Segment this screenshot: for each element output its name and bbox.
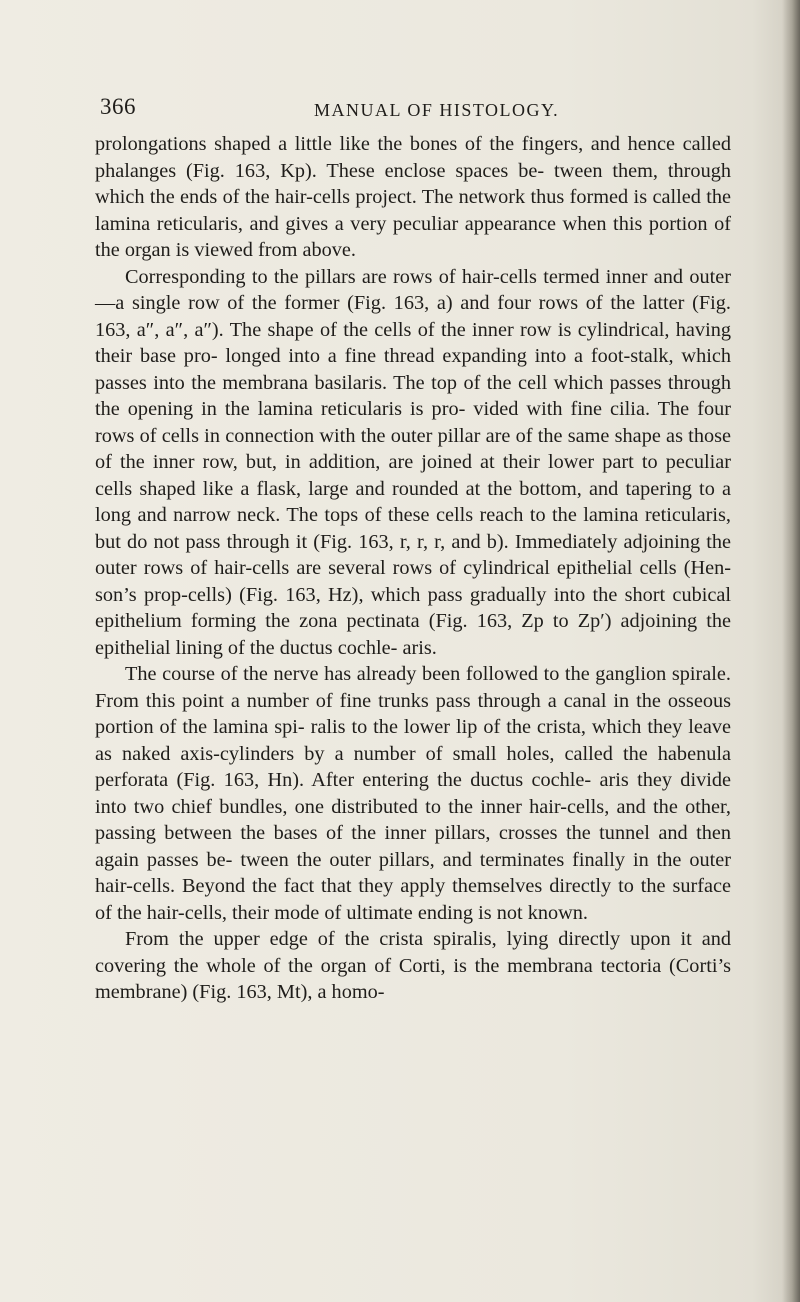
running-title: MANUAL OF HISTOLOGY. [314, 100, 560, 120]
paragraph-hair-cells: Corresponding to the pillars are rows of hair-cells termed inner and outer—a single row of the former (Fig. 163, a) and four rows of the latter (Fig. 163, a″, a″, a″). The shape of the cells of the inner row is cylindrical, having their base pro- longed into a fine thread expanding into a foot-stalk, which passes into the membrana basilaris. The top of the cell which passes through the opening in the lamina reticularis is pro- vided with fine cilia. The four rows of cells in connection with the outer pillar are of the same shape as those of the inner row, but, in addition, are joined at their lower part to peculiar cells shaped like a flask, large and rounded at the bottom, and tapering to a long and narrow neck. The tops of these cells reach to the lamina reticularis, but do not pass through it (Fig. 163, r, r, r, and b). Immediately adjoining the outer rows of hair-cells are several rows of cylindrical epithelial cells (Hen- son’s prop-cells) (Fig. 163, Hz), which pass gradually into the short cubical epithelium forming the zona pectinata (Fig. 163, Zp to Zp′) adjoining the epithelial lining of the ductus cochle- aris. [95, 265, 731, 659]
page-edge-shadow [782, 0, 800, 1302]
paragraph-nerve-course: The course of the nerve has already been followed to the ganglion spirale. From this point a number of fine trunks pass through a canal in the osseous portion of the lamina spi- ralis to the lower lip of the crista, which they leave as naked axis-cylinders by a number of small holes, called the habenula perforata (Fig. 163, Hn). After entering the ductus cochle- aris they divide into two chief bundles, one distributed to the inner hair-cells, and the other, passing between the bases of the inner pillars, crosses the tunnel and then again passes be- tween the outer pillars, and terminates finally in the outer hair-cells. Beyond the fact that they apply themselves directly to the surface of the hair-cells, their mode of ultimate ending is not known. [95, 663, 731, 924]
page-header [100, 94, 720, 128]
page-number: 366 [100, 94, 136, 119]
body-text [95, 131, 731, 1006]
paragraph-membrana-tectoria: From the upper edge of the crista spiralis, lying directly upon it and covering the whole of the organ of Corti, is the membrana tectoria (Corti’s membrane) (Fig. 163, Mt), a homo- [95, 928, 731, 1003]
paragraph-continuation: prolongations shaped a little like the bones of the fingers, and hence called phalanges (Fig. 163, Kp). These enclose spaces be- tween them, through which the ends of the hair-cells project. The network thus formed is called the lamina reticularis, and gives a very peculiar appearance when this portion of the organ is viewed from above. [95, 133, 731, 261]
